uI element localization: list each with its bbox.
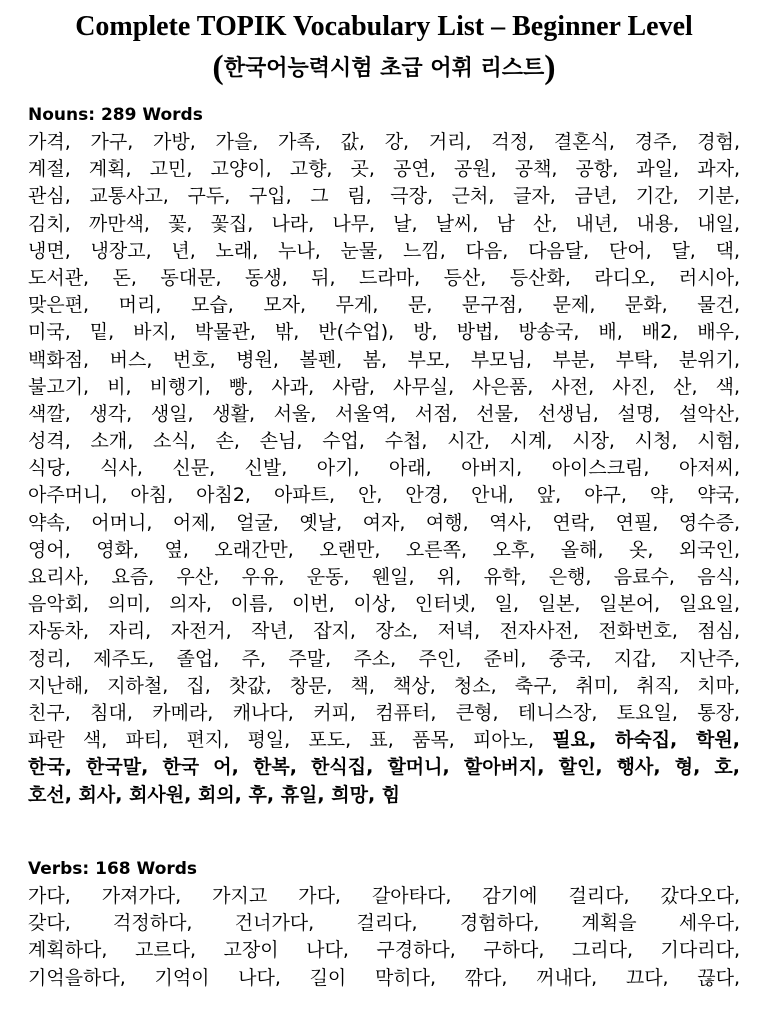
- nouns-line: [28, 401, 740, 428]
- nouns-heading: Nouns: 289 Words: [28, 105, 203, 125]
- nouns-text-segment: 지난해, 지하철, 집, 찻값, 창문, 책, 책상, 청소, 축구, 취미, 취직, 치마,: [28, 674, 740, 697]
- nouns-text-segment: 호선, 회사, 회사원, 회의, 후, 휴일, 희망, 힘: [28, 783, 401, 806]
- nouns-text-segment: 영어, 영화, 옆, 오래간만, 오랜만, 오른쪽, 오후, 올해, 옷, 외국인,: [28, 538, 740, 561]
- nouns-line: [28, 782, 740, 809]
- nouns-text-segment: 불고기, 비, 비행기, 빵, 사과, 사람, 사무실, 사은품, 사전, 사진, 산, 색,: [28, 375, 740, 398]
- subtitle-text: 한국어능력시험 초급 어휘 리스트: [223, 56, 545, 81]
- nouns-text-segment: 한국, 한국말, 한국 어, 한복, 한식집, 할머니, 할아버지, 할인, 행사, 형, 호,: [28, 756, 740, 779]
- nouns-text-segment: 파란 색, 파티, 편지, 평일, 포도, 표, 품목, 피아노,: [28, 729, 553, 752]
- nouns-line: [28, 591, 740, 618]
- nouns-line: [28, 754, 740, 781]
- nouns-text-segment: 도서관, 돈, 동대문, 동생, 뒤, 드라마, 등산, 등산화, 라디오, 러시아,: [28, 266, 740, 289]
- nouns-line: [28, 482, 740, 509]
- verbs-word-list: [28, 883, 740, 992]
- subtitle-close-paren: ): [544, 49, 556, 86]
- subtitle-open-paren: (: [212, 49, 224, 86]
- verbs-text-segment: 가다, 가져가다, 가지고 가다, 갈아타다, 감기에 걸리다, 갔다오다,: [28, 885, 740, 907]
- nouns-line: [28, 319, 740, 346]
- nouns-text-segment: 백화점, 버스, 번호, 병원, 볼펜, 봄, 부모, 부모님, 부분, 부탁, 분위기,: [28, 348, 740, 371]
- nouns-line: [28, 265, 740, 292]
- page-title: Complete TOPIK Vocabulary List – Beginner Level: [75, 11, 693, 42]
- nouns-text-segment: 김치, 까만색, 꽃, 꽃집, 나라, 나무, 날, 날씨, 남 산, 내년, 내용, 내일,: [28, 212, 740, 235]
- nouns-text-segment: 계절, 계획, 고민, 고양이, 고향, 곳, 공연, 공원, 공책, 공항, 과일, 과자,: [28, 158, 740, 181]
- nouns-text-segment: 관심, 교통사고, 구두, 구입, 그 림, 극장, 근처, 글자, 금년, 기간, 기분,: [28, 185, 740, 208]
- nouns-text-segment: 식당, 식사, 신문, 신발, 아기, 아래, 아버지, 아이스크림, 아저씨,: [28, 457, 740, 480]
- verbs-text-segment: 갖다, 걱정하다, 건너가다, 걸리다, 경험하다, 계획을 세우다,: [28, 912, 740, 935]
- nouns-line: [28, 374, 740, 401]
- nouns-text-segment: 색깔, 생각, 생일, 생활, 서울, 서울역, 서점, 선물, 선생님, 설명, 설악산,: [28, 402, 740, 425]
- nouns-text-segment: 친구, 침대, 카메라, 캐나다, 커피, 컴퓨터, 큰형, 테니스장, 토요일, 통장,: [28, 701, 740, 724]
- nouns-line: [28, 537, 740, 564]
- nouns-text-segment: 냉면, 냉장고, 년, 노래, 누나, 눈물, 느낌, 다음, 다음달, 단어, 달, 댁,: [28, 239, 740, 262]
- nouns-text-segment: 아주머니, 아침, 아침2, 아파트, 안, 안경, 안내, 앞, 야구, 약, 약국,: [28, 484, 740, 507]
- nouns-line: [28, 510, 740, 537]
- nouns-text-segment: 자동차, 자리, 자전거, 작년, 잡지, 장소, 저녁, 전자사전, 전화번호, 점심,: [28, 620, 740, 643]
- nouns-text-segment: 가격, 가구, 가방, 가을, 가족, 값, 강, 거리, 걱정, 결혼식, 경주, 경험,: [28, 131, 740, 153]
- nouns-line: [28, 183, 740, 210]
- nouns-line: [28, 727, 740, 754]
- nouns-line: [28, 129, 740, 156]
- nouns-text-segment: 맞은편, 머리, 모습, 모자, 무게, 문, 문구점, 문제, 문화, 물건,: [28, 294, 740, 317]
- nouns-line: [28, 428, 740, 455]
- verbs-line: [28, 883, 740, 910]
- nouns-line: [28, 564, 740, 591]
- nouns-text-segment: 약속, 어머니, 어제, 얼굴, 옛날, 여자, 여행, 역사, 연락, 연필, 영수증,: [28, 511, 740, 534]
- nouns-line: [28, 700, 740, 727]
- nouns-text-segment: 요리사, 요즘, 우산, 우유, 운동, 웬일, 위, 유학, 은행, 음료수, 음식,: [28, 566, 740, 588]
- verbs-heading: Verbs: 168 Words: [28, 859, 198, 879]
- nouns-line: [28, 156, 740, 183]
- verbs-text-segment: 계획하다, 고르다, 고장이 나다, 구경하다, 구하다, 그리다, 기다리다,: [28, 939, 740, 962]
- nouns-line: [28, 646, 740, 673]
- nouns-line: [28, 618, 740, 645]
- page-subtitle: [0, 48, 768, 89]
- nouns-word-list: [28, 129, 740, 809]
- nouns-line: [28, 238, 740, 265]
- nouns-line: [28, 455, 740, 482]
- verbs-line: [28, 910, 740, 937]
- verbs-line: [28, 937, 740, 964]
- verbs-line: [28, 965, 740, 992]
- nouns-line: [28, 292, 740, 319]
- nouns-text-segment: 미국, 밑, 바지, 박물관, 밖, 반(수업), 방, 방법, 방송국, 배, 배2, 배우,: [28, 321, 740, 344]
- nouns-line: [28, 347, 740, 374]
- nouns-text-segment: 정리, 제주도, 졸업, 주, 주말, 주소, 주인, 준비, 중국, 지갑, 지난주,: [28, 647, 740, 670]
- nouns-line: [28, 673, 740, 700]
- nouns-text-segment: 성격, 소개, 소식, 손, 손님, 수업, 수첩, 시간, 시계, 시장, 시청, 시험,: [28, 430, 740, 453]
- nouns-text-segment: 음악회, 의미, 의자, 이름, 이번, 이상, 인터넷, 일, 일본, 일본어, 일요일,: [28, 593, 740, 616]
- verbs-text-segment: 기억을하다, 기억이 나다, 길이 막히다, 깎다, 꺼내다, 끄다, 끊다,: [28, 966, 740, 989]
- nouns-line: [28, 211, 740, 238]
- nouns-text-segment: 필요, 하숙집, 학원,: [552, 729, 740, 752]
